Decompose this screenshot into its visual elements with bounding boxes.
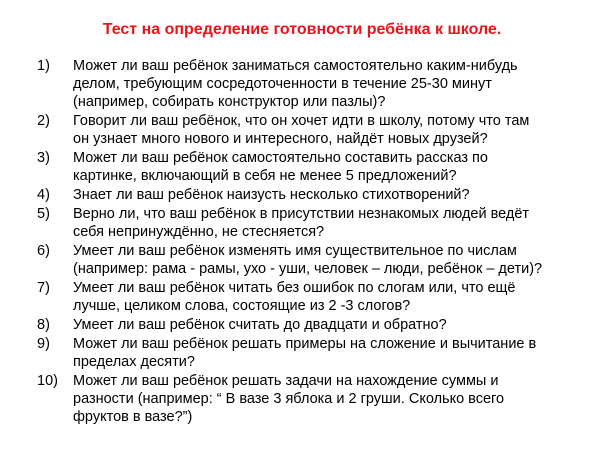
question-item <box>37 316 597 334</box>
question-number: 2) <box>37 113 50 129</box>
question-item <box>37 335 597 371</box>
question-item <box>37 57 597 111</box>
question-item <box>37 279 597 315</box>
question-number: 8) <box>37 317 50 333</box>
question-number: 4) <box>37 187 50 203</box>
question-number: 3) <box>37 150 50 166</box>
question-text: Умеет ли ваш ребёнок изменять имя существительное по числам (например: рама - рамы, ухо - уши, человек – люди, ребёнок – дети)? <box>73 243 543 277</box>
question-number: 7) <box>37 280 50 296</box>
question-item <box>37 186 597 204</box>
question-number: 5) <box>37 206 50 222</box>
question-text: Умеет ли ваш ребёнок считать до двадцати и обратно? <box>73 317 447 333</box>
question-number: 10) <box>37 373 58 389</box>
question-list <box>37 57 597 427</box>
question-text: Верно ли, что ваш ребёнок в присутствии незнакомых людей ведёт себя непринуждённо, не стесняется? <box>73 206 530 240</box>
question-text: Знает ли ваш ребёнок наизусть несколько стихотворений? <box>73 187 470 203</box>
question-item <box>37 149 597 185</box>
question-number: 9) <box>37 336 50 352</box>
question-item <box>37 112 597 148</box>
question-text: Умеет ли ваш ребёнок читать без ошибок по слогам или, что ещё лучше, целиком слова, состоящие из 2 -3 слогов? <box>73 280 516 314</box>
question-item <box>37 242 597 278</box>
question-text: Может ли ваш ребёнок решать задачи на нахождение суммы и разности (например: “ В вазе 3 яблока и 2 груши. Сколько всего фруктов в вазе?”) <box>73 373 505 425</box>
question-number: 1) <box>37 58 50 74</box>
question-text: Говорит ли ваш ребёнок, что он хочет идти в школу, потому что там он узнает много нового и интересного, найдёт новых друзей? <box>73 113 530 147</box>
page-title: Тест на определение готовности ребёнка к школе. <box>102 21 502 38</box>
question-item <box>37 205 597 241</box>
question-text: Может ли ваш ребёнок самостоятельно составить рассказ по картинке, включающий в себя не менее 5 предложений? <box>73 150 488 184</box>
question-item <box>37 372 597 426</box>
question-text: Может ли ваш ребёнок решать примеры на сложение и вычитание в пределах десяти? <box>73 336 537 370</box>
question-text: Может ли ваш ребёнок заниматься самостоятельно каким-нибудь делом, требующим сосредоточенности в течение 25-30 минут (например, собирать конструктор или пазлы)? <box>73 58 518 110</box>
question-number: 6) <box>37 243 50 259</box>
